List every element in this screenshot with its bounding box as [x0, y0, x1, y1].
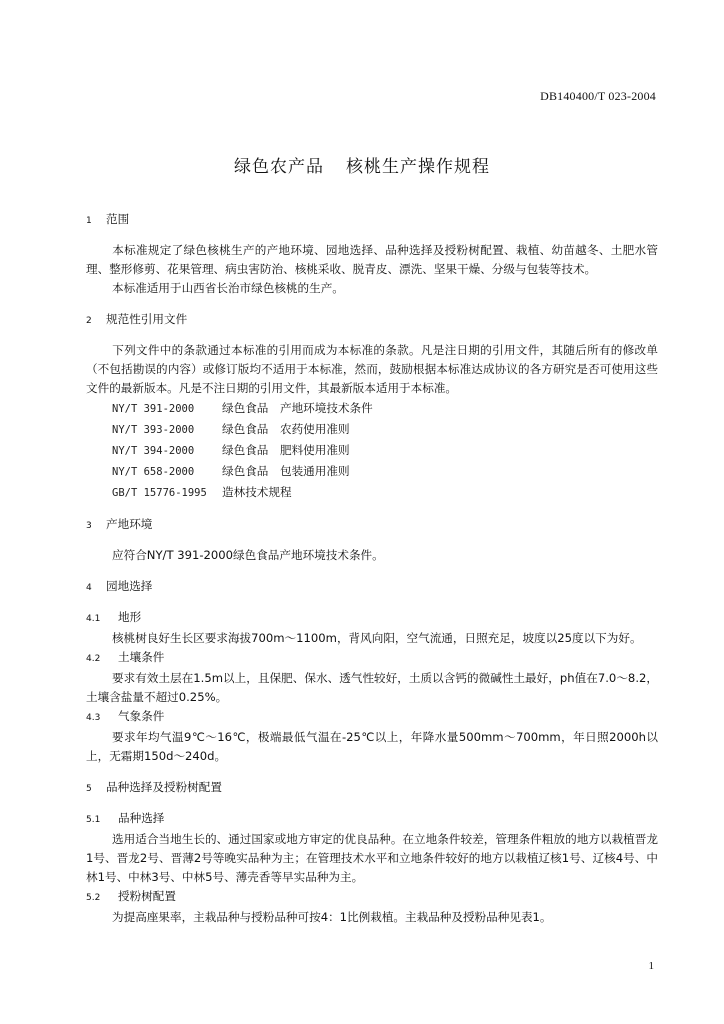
subsection-title: 土壤条件 [118, 650, 165, 664]
subsection-title: 品种选择 [118, 811, 165, 825]
reference-name: 绿色食品 包装通用准则 [222, 464, 350, 478]
subsection-heading [86, 887, 658, 908]
paragraph: 要求有效土层在1.5m以上，且保肥、保水、透气性较好，土质以含钙的微碱性土最好，ph值在7.0～8.2，土壤含盐量不超过0.25%。 [86, 671, 658, 704]
subsection-heading [86, 648, 658, 669]
reference-item [112, 482, 658, 503]
section-number: 1 [86, 216, 92, 226]
reference-code: NY/T 391-2000 [112, 403, 195, 415]
reference-code: NY/T 394-2000 [112, 445, 195, 457]
paragraph: 核桃树良好生长区要求海拔700m～1100m，背风向阳，空气流通，日照充足，坡度以25度以下为好。 [112, 631, 642, 645]
title-part-2: 核桃生产操作规程 [346, 157, 490, 177]
subsection-number: 4.3 [86, 713, 101, 723]
paragraph: 选用适合当地生长的、通过国家或地方审定的优良品种。在立地条件较差，管理条件粗放的地方以栽植晋龙1号、晋龙2号、晋薄2号等晚实品种为主；在管理技术水平和立地条件较好的地方以栽植辽核1号、辽核4号、中林1号、中林3号、中林5号、薄壳香等早实品种为主。 [86, 832, 658, 884]
subsection-title: 地形 [118, 610, 142, 624]
subsection-heading [86, 707, 658, 728]
section-title: 范围 [106, 212, 130, 226]
section-title: 产地环境 [106, 517, 153, 531]
section-number: 4 [86, 583, 92, 593]
paragraph: 本标准规定了绿色核桃生产的产地环境、园地选择、品种选择及授粉树配置、栽植、幼苗越冬、土肥水管理、整形修剪、花果管理、病虫害防治、核桃采收、脱青皮、漂洗、坚果干燥、分级与包装等技术。 [86, 243, 658, 276]
paragraph: 应符合NY/T 391-2000绿色食品产地环境技术条件。 [112, 548, 384, 562]
paragraph: 本标准适用于山西省长治市绿色核桃的生产。 [112, 281, 344, 295]
paragraph: 要求年均气温9℃～16℃，极端最低气温在-25℃以上，年降水量500mm～700mm，年日照2000h以上，无霜期150d～240d。 [86, 730, 658, 763]
paragraph: 下列文件中的条款通过本标准的引用而成为本标准的条款。凡是注日期的引用文件，其随后所有的修改单（不包括勘误的内容）或修订版均不适用于本标准，然而，鼓励根据本标准达成协议的各方研究是否可使用这些文件的最新版本。凡是不注日期的引用文件，其最新版本适用于本标准。 [86, 343, 658, 395]
title-part-1: 绿色农产品 [234, 157, 324, 177]
reference-item [112, 419, 658, 440]
reference-item [112, 398, 658, 419]
subsection-heading [86, 608, 658, 629]
document-title [0, 152, 724, 177]
subsection-heading [86, 809, 658, 830]
reference-code: GB/T 15776-1995 [112, 487, 207, 499]
section-title: 园地选择 [106, 579, 153, 593]
section-heading [86, 515, 658, 536]
subsection-number: 4.2 [86, 654, 101, 664]
section-number: 2 [86, 316, 92, 326]
section-number: 3 [86, 521, 92, 531]
section-heading [86, 778, 658, 799]
paragraph: 为提高座果率，主栽品种与授粉品种可按4：1比例栽植。主栽品种及授粉品种见表1。 [112, 910, 552, 924]
section-title: 规范性引用文件 [106, 312, 188, 326]
section-heading [86, 310, 658, 331]
section-number: 5 [86, 784, 92, 794]
reference-name: 绿色食品 农药使用准则 [222, 422, 350, 436]
reference-name: 绿色食品 肥料使用准则 [222, 443, 350, 457]
subsection-number: 5.1 [86, 815, 101, 825]
section-heading [86, 577, 658, 598]
document-body [86, 210, 658, 927]
subsection-title: 气象条件 [118, 709, 165, 723]
subsection-title: 授粉树配置 [118, 889, 176, 903]
section-heading [86, 210, 658, 231]
subsection-number: 5.2 [86, 893, 101, 903]
page-number: 1 [648, 960, 654, 972]
reference-name: 绿色食品 产地环境技术条件 [222, 401, 373, 415]
reference-code: NY/T 393-2000 [112, 424, 195, 436]
reference-code: NY/T 658-2000 [112, 466, 195, 478]
reference-list [86, 398, 658, 503]
document-number: DB140400/T 023-2004 [540, 89, 656, 103]
subsection-number: 4.1 [86, 614, 101, 624]
reference-item [112, 461, 658, 482]
section-title: 品种选择及授粉树配置 [106, 780, 222, 794]
reference-name: 造林技术规程 [222, 485, 292, 499]
reference-item [112, 440, 658, 461]
